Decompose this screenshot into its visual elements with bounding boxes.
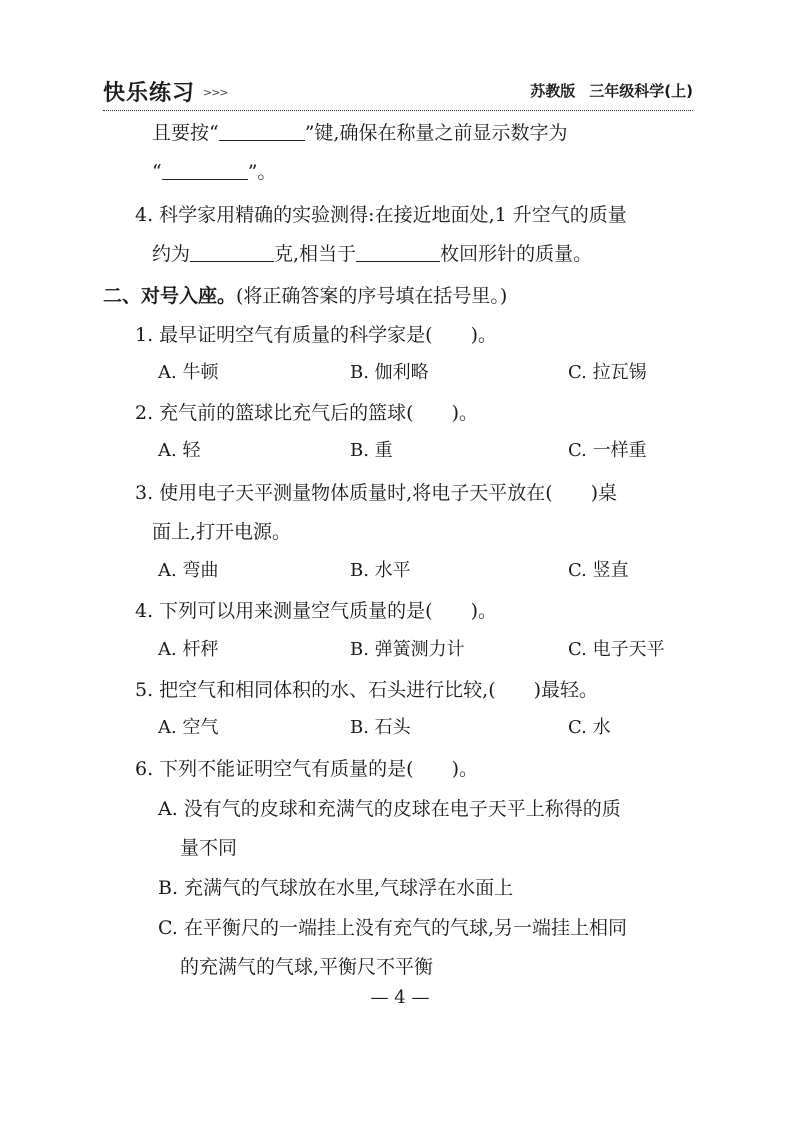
header-divider <box>103 110 693 111</box>
fill-q3-line1 <box>152 121 567 145</box>
option-a-cont: 量不同 <box>180 837 238 859</box>
question-2: 2. 充气前的篮球比充气后的篮球( )。 <box>135 402 478 424</box>
section-title: 二、对号入座。 <box>103 285 237 307</box>
fill-text: 约为 <box>152 243 191 265</box>
option-c-cont: 的充满气的气球,平衡尺不平衡 <box>180 956 434 978</box>
question-1: 1. 最早证明空气有质量的科学家是( )。 <box>135 324 497 346</box>
option-b[interactable]: B. 水平 <box>350 560 411 581</box>
question-3-cont: 面上,打开电源。 <box>152 521 292 543</box>
option-b[interactable]: B. 重 <box>350 440 393 461</box>
answer-blank[interactable] <box>190 243 274 262</box>
chevron-icon: >>> <box>203 86 228 99</box>
header-brand: 快乐练习 <box>103 81 196 106</box>
header-edition <box>516 80 693 101</box>
fill-text: 枚回形针的质量。 <box>440 243 593 265</box>
question-3: 3. 使用电子天平测量物体质量时,将电子天平放在( )桌 <box>135 482 618 504</box>
option-a[interactable]: A. 空气 <box>158 717 219 738</box>
option-b[interactable]: B. 石头 <box>350 717 411 738</box>
header-publisher: 苏教版 <box>530 82 576 100</box>
option-c[interactable]: C. 一样重 <box>568 440 647 461</box>
option-a[interactable]: A. 杆秤 <box>158 639 219 660</box>
question-5: 5. 把空气和相同体积的水、石头进行比较,( )最轻。 <box>135 679 599 701</box>
fill-q4-line2 <box>152 242 592 266</box>
option-b[interactable]: B. 伽利略 <box>350 362 429 383</box>
option-c[interactable]: C. 竖直 <box>568 560 629 581</box>
option-c[interactable]: C. 拉瓦锡 <box>568 362 647 383</box>
page-number: — 4 — <box>370 987 430 1008</box>
fill-text: ”键,确保在称量之前显示数字为 <box>304 122 568 144</box>
option-a[interactable]: A. 轻 <box>158 440 201 461</box>
fill-q3-line2 <box>152 160 276 184</box>
question-4: 4. 下列可以用来测量空气质量的是( )。 <box>135 600 497 622</box>
option-b[interactable]: B. 充满气的气球放在水里,气球浮在水面上 <box>158 877 514 899</box>
section-heading <box>103 284 507 308</box>
header-course: 三年级科学(上) <box>589 82 693 100</box>
option-a[interactable]: A. 弯曲 <box>158 560 219 581</box>
fill-q4-line1: 4. 科学家用精确的实验测得:在接近地面处,1 升空气的质量 <box>135 204 627 226</box>
option-c[interactable]: C. 在平衡尺的一端挂上没有充气的气球,另一端挂上相同 <box>158 917 627 939</box>
answer-blank[interactable] <box>356 243 440 262</box>
fill-text: 且要按“ <box>152 122 219 144</box>
answer-blank[interactable] <box>219 122 305 141</box>
fill-text: “ <box>152 161 162 183</box>
fill-text: 克,相当于 <box>274 243 357 265</box>
page-header <box>103 76 693 112</box>
option-a[interactable]: A. 牛顿 <box>158 362 219 383</box>
option-b[interactable]: B. 弹簧测力计 <box>350 639 465 660</box>
fill-text: ”。 <box>247 161 277 183</box>
option-a[interactable]: A. 没有气的皮球和充满气的皮球在电子天平上称得的质 <box>158 798 621 820</box>
answer-blank[interactable] <box>162 161 248 180</box>
section-instruction: (将正确答案的序号填在括号里。) <box>236 285 508 307</box>
option-c[interactable]: C. 电子天平 <box>568 639 665 660</box>
question-6: 6. 下列不能证明空气有质量的是( )。 <box>135 758 478 780</box>
option-c[interactable]: C. 水 <box>568 717 611 738</box>
